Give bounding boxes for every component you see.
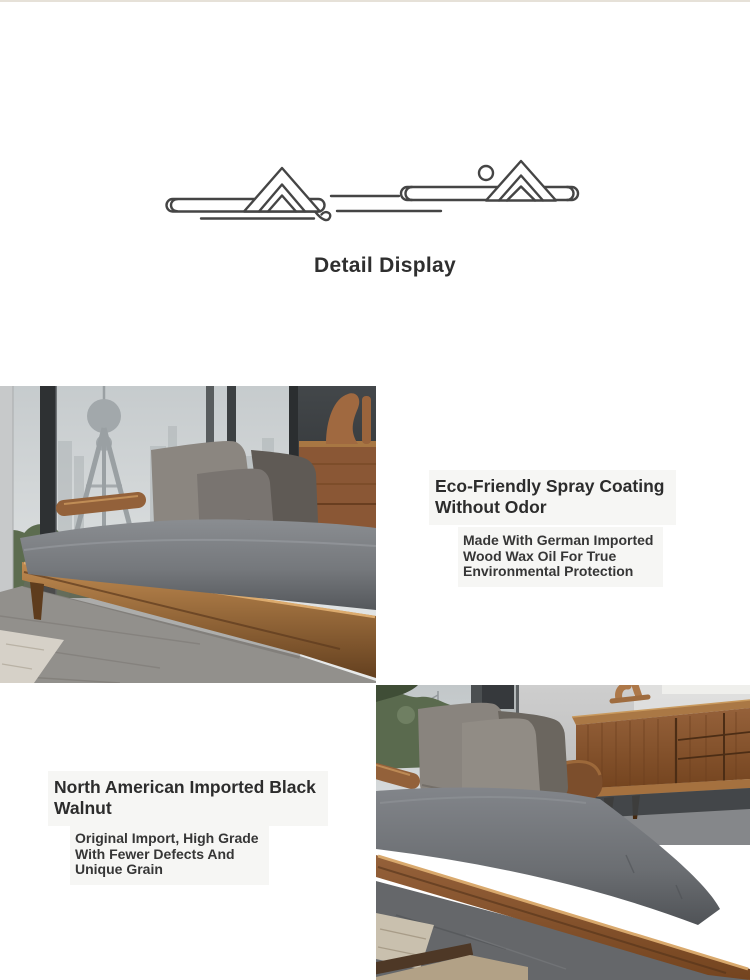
sun-icon [479, 166, 493, 180]
body-line: Environmental Protection [463, 563, 634, 580]
body-line: With Fewer Defects And [75, 845, 235, 862]
body-line: Unique Grain [75, 861, 163, 878]
page-title: Detail Display [314, 254, 456, 277]
walnut-sofa-with-sideboard-photo [376, 685, 750, 980]
section-heading-eco-coating [429, 470, 676, 525]
left-mountain [244, 168, 320, 212]
heading-line: Walnut [54, 798, 112, 818]
walnut-sofa-by-city-window-photo [0, 386, 376, 683]
heading-line: North American Imported Black [54, 777, 316, 797]
body-line: Original Import, High Grade [75, 830, 259, 846]
body-line: Made With German Imported [463, 532, 654, 548]
heading-line: Eco-Friendly Spray Coating [435, 476, 665, 496]
body-line: Wood Wax Oil For True [463, 547, 617, 564]
mountains-clouds-line-art-icon [164, 157, 586, 251]
section-heading-black-walnut [48, 771, 328, 826]
top-divider-line [0, 0, 750, 2]
section-body-black-walnut [70, 825, 269, 885]
right-mountain [486, 161, 556, 201]
heading-line: Without Odor [435, 497, 547, 517]
section-body-eco-coating [458, 527, 663, 587]
